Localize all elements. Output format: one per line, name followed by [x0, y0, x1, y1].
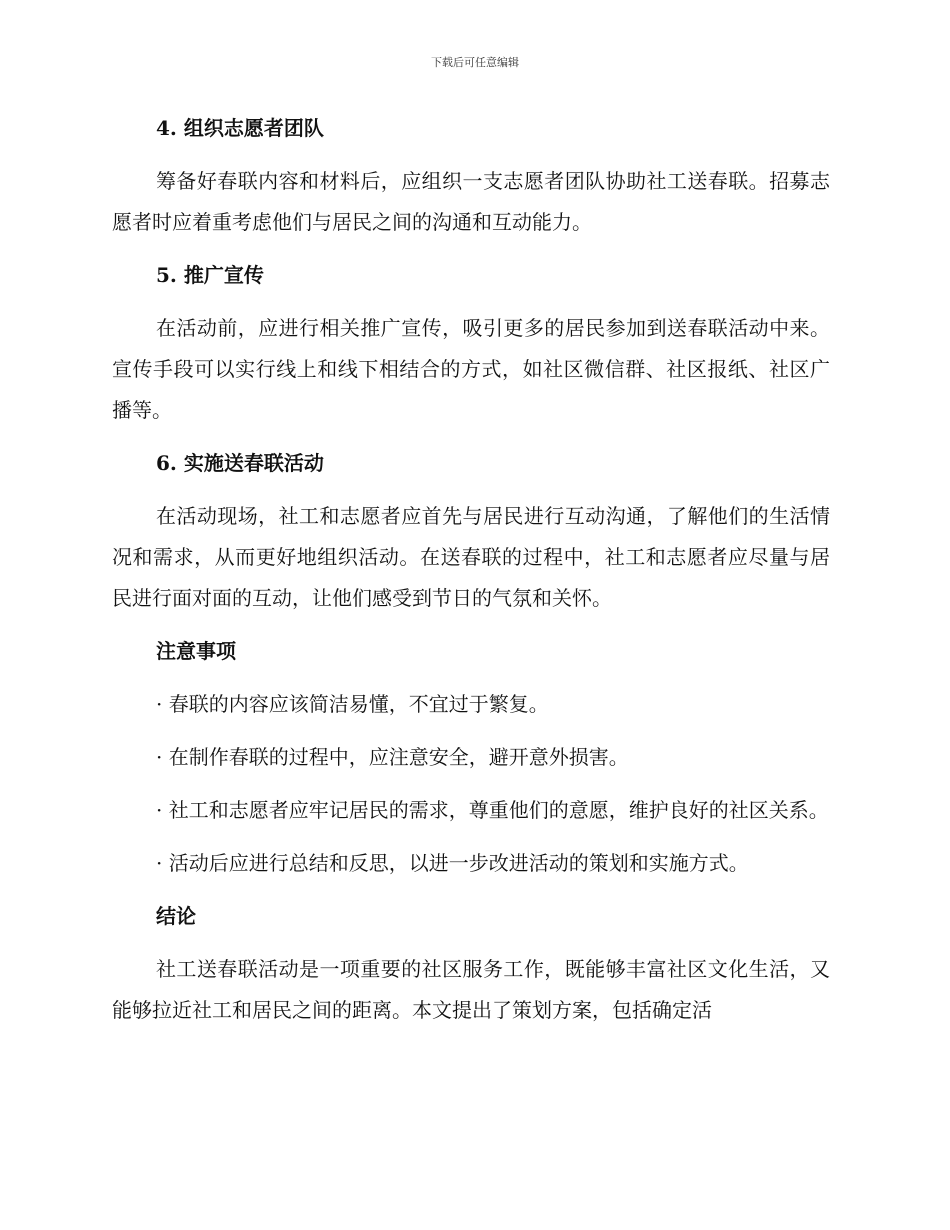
section-4-paragraph: 筹备好春联内容和材料后，应组织一支志愿者团队协助社工送春联。招募志愿者时应着重考虑他们与居民之间的沟通和互动能力。: [112, 169, 830, 234]
conclusion-paragraph: 社工送春联活动是一项重要的社区服务工作，既能够丰富社区文化生活，又能够拉近社工和居民之间的距离。本文提出了策划方案，包括确定活: [112, 957, 830, 1022]
conclusion-heading: 结论: [156, 904, 196, 928]
document-body: [112, 108, 830, 1043]
section-4-heading: 4. 组织志愿者团队: [156, 116, 324, 140]
section-6-paragraph: 在活动现场，社工和志愿者应首先与居民进行互动沟通，了解他们的生活情况和需求，从而更好地组织活动。在送春联的过程中，社工和志愿者应尽量与居民进行面对面的互动，让他们感受到节日的气氛和关怀。: [112, 504, 830, 610]
page-header: 下载后可任意编辑: [431, 56, 519, 69]
note-item-2: · 在制作春联的过程中，应注意安全，避开意外损害。: [156, 745, 629, 769]
section-5-heading: 5. 推广宣传: [156, 263, 264, 287]
section-5-paragraph: 在活动前，应进行相关推广宣传，吸引更多的居民参加到送春联活动中来。宣传手段可以实行线上和线下相结合的方式，如社区微信群、社区报纸、社区广播等。: [112, 316, 830, 422]
note-item-4: · 活动后应进行总结和反思，以进一步改进活动的策划和实施方式。: [156, 851, 749, 875]
section-6-heading: 6. 实施送春联活动: [156, 451, 324, 475]
notes-heading: 注意事项: [156, 639, 236, 663]
note-item-1: · 春联的内容应该简洁易懂，不宜过于繁复。: [156, 692, 549, 716]
note-item-3: · 社工和志愿者应牢记居民的需求，尊重他们的意愿，维护良好的社区关系。: [156, 798, 829, 822]
